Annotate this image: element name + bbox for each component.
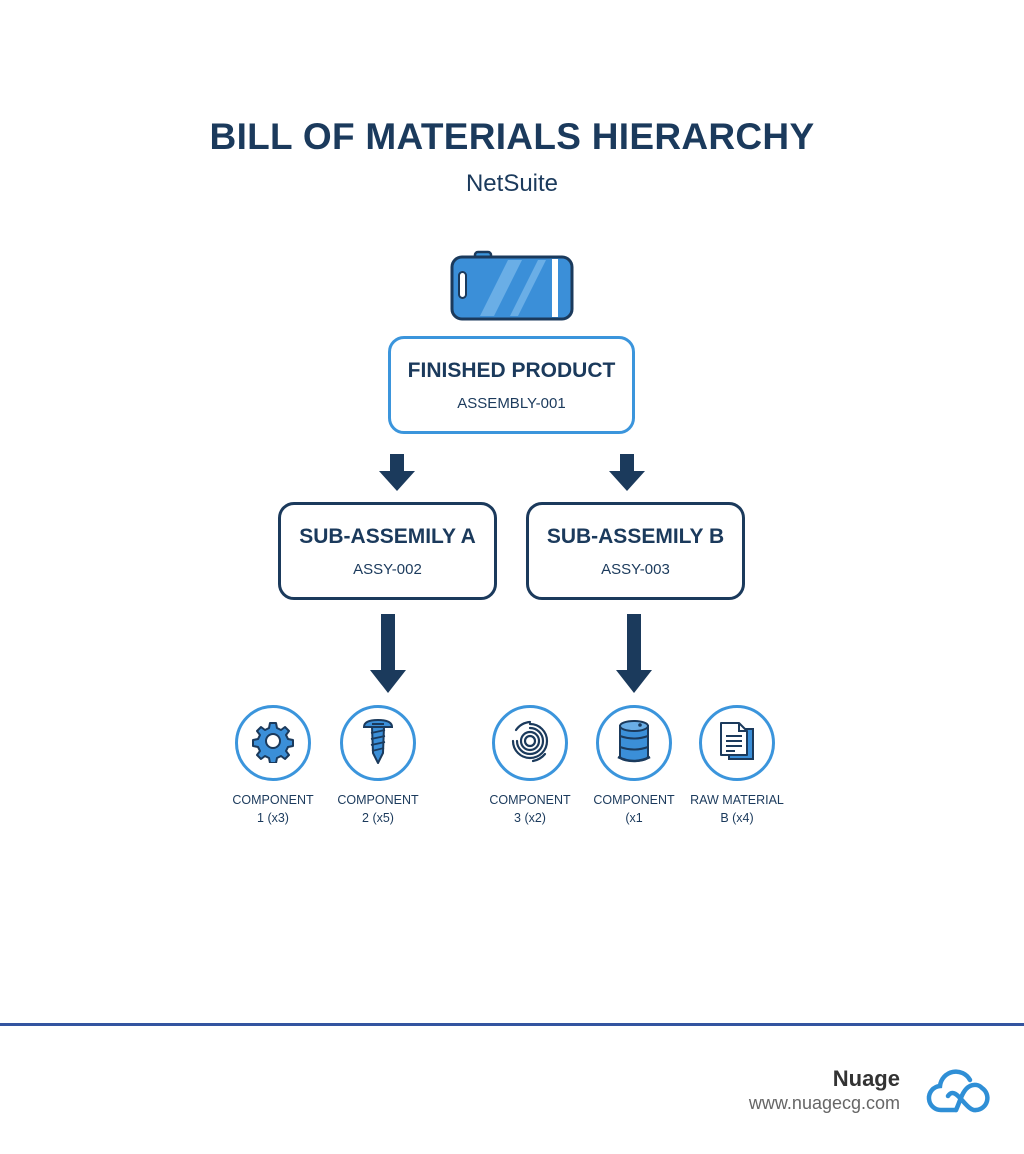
node-code: ASSY-002	[353, 560, 422, 578]
component-label-line1: COMPONENT	[337, 793, 419, 807]
component-label-line1: RAW MATERIAL	[690, 793, 784, 807]
component-label-line1: COMPONENT	[593, 793, 675, 807]
barrel-icon	[614, 718, 654, 769]
screw-icon	[358, 717, 398, 770]
component-label-line1: COMPONENT	[489, 793, 571, 807]
brand-block	[749, 1066, 900, 1114]
brand-url[interactable]: www.nuagecg.com	[748, 1093, 900, 1113]
component-2	[318, 705, 438, 827]
component-label-line2: 2 (x5)	[362, 811, 394, 825]
arrow-down-icon	[378, 454, 416, 497]
arrow-down-icon	[369, 614, 407, 699]
coil-icon	[507, 718, 553, 769]
component-label-line2: 1 (x3)	[257, 811, 289, 825]
node-finished-product	[388, 336, 635, 434]
cloud-icon	[926, 1066, 998, 1123]
diagram-title: BILL OF MATERIALS HIERARCHY	[209, 116, 815, 157]
node-sub-assembly-b	[526, 502, 745, 600]
arrow-down-icon	[608, 454, 646, 497]
component-label-line2: 3 (x2)	[514, 811, 546, 825]
node-title: SUB-ASSEMILY A	[299, 524, 476, 548]
documents-icon	[717, 719, 757, 768]
component-3	[470, 705, 590, 827]
component-4	[574, 705, 694, 827]
node-title: FINISHED PRODUCT	[407, 358, 616, 382]
raw-material-b	[677, 705, 797, 827]
component-label-line2: (x1	[625, 811, 643, 825]
diagram-subtitle: NetSuite	[465, 170, 559, 197]
node-code: ASSY-003	[601, 560, 670, 578]
component-label-line2: B (x4)	[720, 811, 754, 825]
arrow-down-icon	[615, 614, 653, 699]
component-1	[213, 705, 333, 827]
battery-device-icon	[450, 250, 575, 327]
component-label-line1: COMPONENT	[232, 793, 314, 807]
gear-icon	[251, 719, 295, 768]
node-code: ASSEMBLY-001	[457, 394, 566, 412]
footer-divider	[0, 1023, 1024, 1026]
brand-name: Nuage	[832, 1066, 900, 1091]
node-sub-assembly-a	[278, 502, 497, 600]
node-title: SUB-ASSEMILY B	[546, 524, 725, 548]
